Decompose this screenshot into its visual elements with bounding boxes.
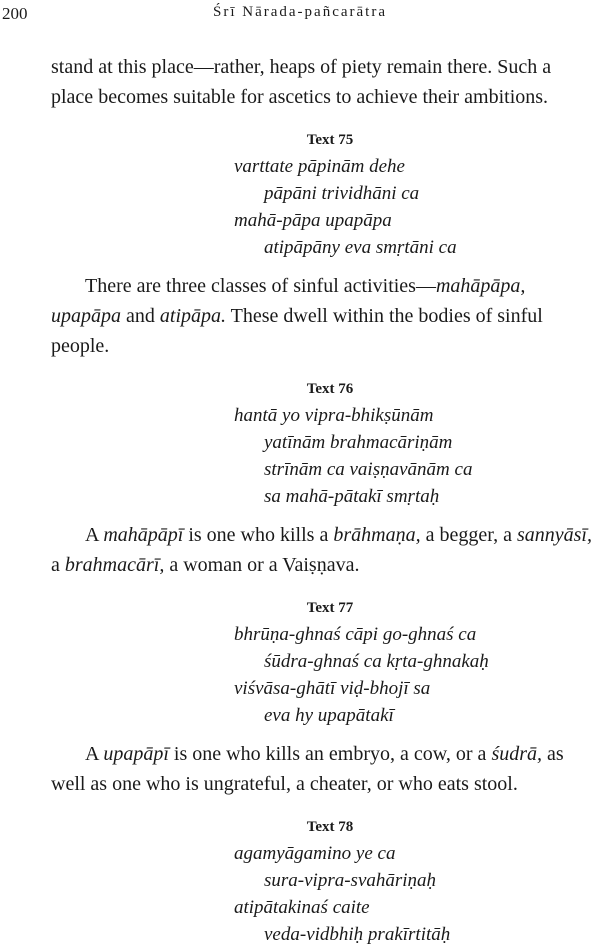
translation-75: There are three classes of sinful activities—mahāpāpa, upapāpa and atipāpa. These dwell within the bodies of sinful people. (51, 275, 543, 357)
page-body (51, 52, 599, 948)
text-75-heading: Text 75 (306, 132, 354, 148)
verse-line: atipāpāny eva smṛtāni ca (264, 237, 457, 258)
page-header (0, 4, 600, 28)
text-77-heading: Text 77 (306, 600, 354, 616)
verse-line: sura-vipra-svahāriṇaḥ (264, 870, 437, 891)
verse-line: eva hy upapātakī (264, 705, 394, 726)
verse-line: viśvāsa-ghātī viḍ-bhojī sa (234, 678, 431, 699)
intro-line-2: place becomes suitable for ascetics to achieve their ambitions. (51, 86, 549, 108)
verse-line: agamyāgamino ye ca (234, 843, 396, 864)
verse-line: yatīnām brahmacāriṇām (264, 432, 453, 453)
verse-line: veda-vidbhiḥ prakīrtitāḥ (264, 924, 451, 945)
verse-line: varttate pāpinām dehe (234, 156, 405, 177)
translation-77: A upapāpī is one who kills an embryo, a cow, or a śudrā, as well as one who is ungrateful, a cheater, or who eats stool. (51, 743, 564, 795)
text-78-heading: Text 78 (306, 819, 354, 835)
verse-line: mahā-pāpa upapāpa (234, 210, 392, 231)
verse-line: strīnām ca vaiṣṇavānām ca (264, 459, 473, 480)
text-78-verse (234, 840, 599, 948)
verse-line: sa mahā-pātakī smṛtaḥ (264, 486, 440, 507)
running-title: Śrī Nārada-pañcarātra (213, 4, 387, 20)
translation-76: A mahāpāpī is one who kills a brāhmaṇa, a begger, a sannyāsī, a brahmacārī, a woman or a Vaiṣṇava. (51, 524, 592, 576)
verse-line: śūdra-ghnaś ca kṛta-ghnakaḥ (264, 651, 489, 672)
text-77-verse (234, 621, 599, 729)
text-76-heading: Text 76 (306, 381, 354, 397)
verse-line: hantā yo vipra-bhikṣūnām (234, 405, 434, 426)
page-number: 200 (2, 4, 28, 23)
intro-paragraph (51, 52, 599, 112)
verse-line: bhrūṇa-ghnaś cāpi go-ghnaś ca (234, 624, 477, 645)
verse-line: atipātakinaś caite (234, 897, 370, 918)
verse-line: pāpāni trividhāni ca (264, 183, 420, 204)
intro-line-1: stand at this place—rather, heaps of piety remain there. Such a (51, 56, 552, 78)
text-75-verse (234, 153, 599, 261)
text-76-verse (234, 402, 599, 510)
